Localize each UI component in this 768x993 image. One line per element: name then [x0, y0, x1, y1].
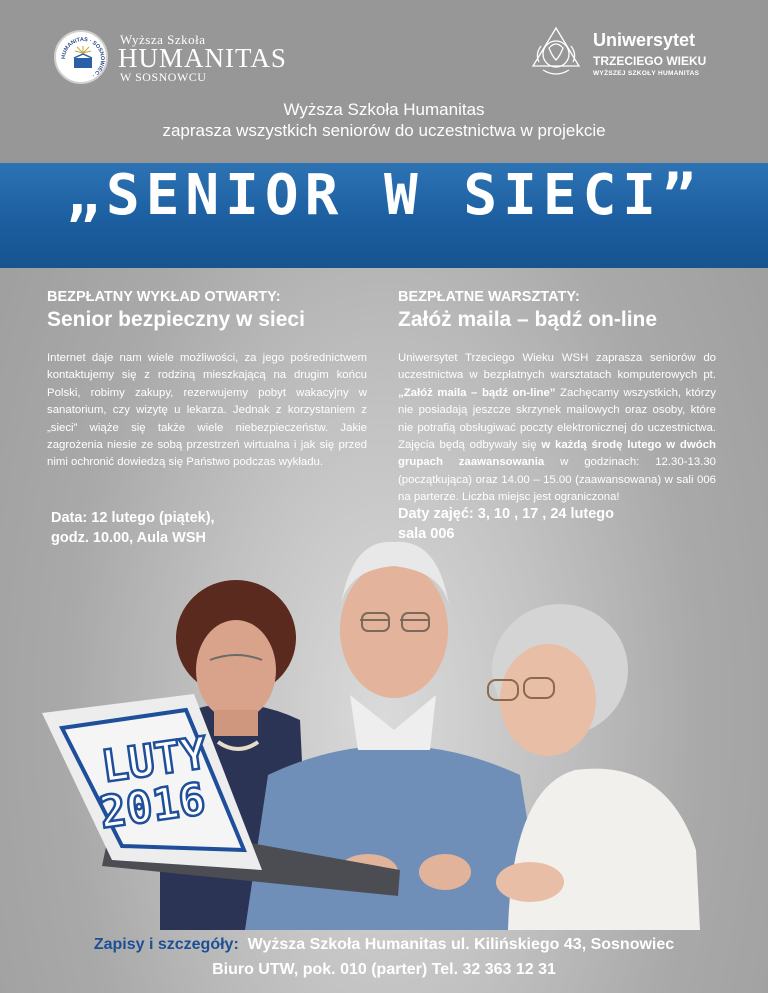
right-body-schedule: w każdą środę lutego w dwóch grupach zaawansowania	[398, 439, 716, 469]
logo-right-line1: Uniwersytet	[593, 30, 696, 50]
left-heading: BEZPŁATNY WYKŁAD OTWARTY:	[47, 289, 281, 305]
laptop-month-text: LUTY	[98, 727, 211, 793]
lecture-date-line2: godz. 10.00, Aula WSH	[51, 530, 206, 546]
right-body-text	[398, 350, 716, 507]
invitation-line1: Wyższa Szkoła Humanitas	[283, 100, 485, 119]
workshop-dates-line2: sala 006	[398, 526, 455, 542]
right-body-part1: Uniwersytet Trzeciego Wieku WSH zaprasza seniorów do uczestnictwa w bezpłatnych warsztatach komputerowych pt.	[398, 352, 716, 382]
logo-right-line3: WYŻSZEJ SZKOŁY HUMANITAS	[593, 70, 700, 77]
footer-line1	[0, 936, 768, 954]
woman-right	[488, 604, 700, 930]
seal-text: HUMANITAS · SOSNOWIEC ·	[60, 36, 106, 79]
right-body-part2: Zachęcamy wszystkich, którzy nie posiadają jeszcze skrzynek mailowych oraz osoby, które nie potrafią obsługiwać poczty elektronicznej do uczestnictwa. Zajęcia będą odbywały się	[398, 386, 717, 452]
logo-left-line1: Wyższa Szkoła	[120, 32, 206, 47]
logo-right-line2: TRZECIEGO WIEKU	[593, 54, 707, 68]
right-body-workshop-title: „Załóż maila – bądź on-line”	[398, 386, 556, 399]
utw-logo	[527, 24, 727, 84]
title-banner	[0, 163, 768, 268]
lecture-date-line1: Data: 12 lutego (piątek),	[51, 510, 215, 526]
logo-left-line3: W SOSNOWCU	[120, 70, 207, 84]
invitation-line2: zaprasza wszystkich seniorów do uczestnictwa w projekcie	[162, 121, 606, 140]
footer-address: Wyższa Szkoła Humanitas ul. Kilińskiego 43, Sosnowiec	[247, 936, 675, 953]
left-body-text: Internet daje nam wiele możliwości, za jego pośrednictwem kontaktujemy się z rodziną mieszkającą na drugim końcu Polski, robimy zakupy, rezerwujemy pobyt wakacyjny w sanatorium, czy wizytę u lekarza. Jednak z korzystaniem z „sieci” wiąże się także wiele niebezpieczeństw. Jakie zagrożenia niesie ze sobą przestrzeń wirtualna i jak się przed nimi ochronić dowiedzą się Państwo podczas wykładu.	[47, 352, 367, 469]
humanitas-logo	[54, 30, 294, 86]
right-subheading: Załóż maila – bądź on-line	[398, 308, 658, 331]
humanitas-seal-icon	[54, 30, 108, 84]
left-subheading: Senior bezpieczny w sieci	[47, 308, 305, 331]
project-title: „SENIOR W SIECI”	[66, 163, 702, 228]
logo-left-line2: HUMANITAS	[118, 43, 287, 73]
footer-line2: Biuro UTW, pok. 010 (parter) Tel. 32 363 12 31	[212, 961, 556, 978]
right-heading: BEZPŁATNE WARSZTATY:	[398, 289, 580, 305]
seniors-photo	[0, 520, 768, 930]
laptop-year-text: 2016	[96, 773, 209, 839]
footer-label: Zapisy i szczegóły:	[93, 936, 239, 953]
right-body-part3: w godzinach: 12.30-13.30 (początkująca) oraz 14.00 – 15.00 (zaawansowana) w sali 006 na parterze. Liczba miejsc jest ograniczona!	[398, 456, 716, 504]
utw-emblem-icon	[527, 24, 585, 82]
workshop-dates-line1: Daty zajęć: 3, 10 , 17 , 24 lutego	[398, 506, 614, 522]
